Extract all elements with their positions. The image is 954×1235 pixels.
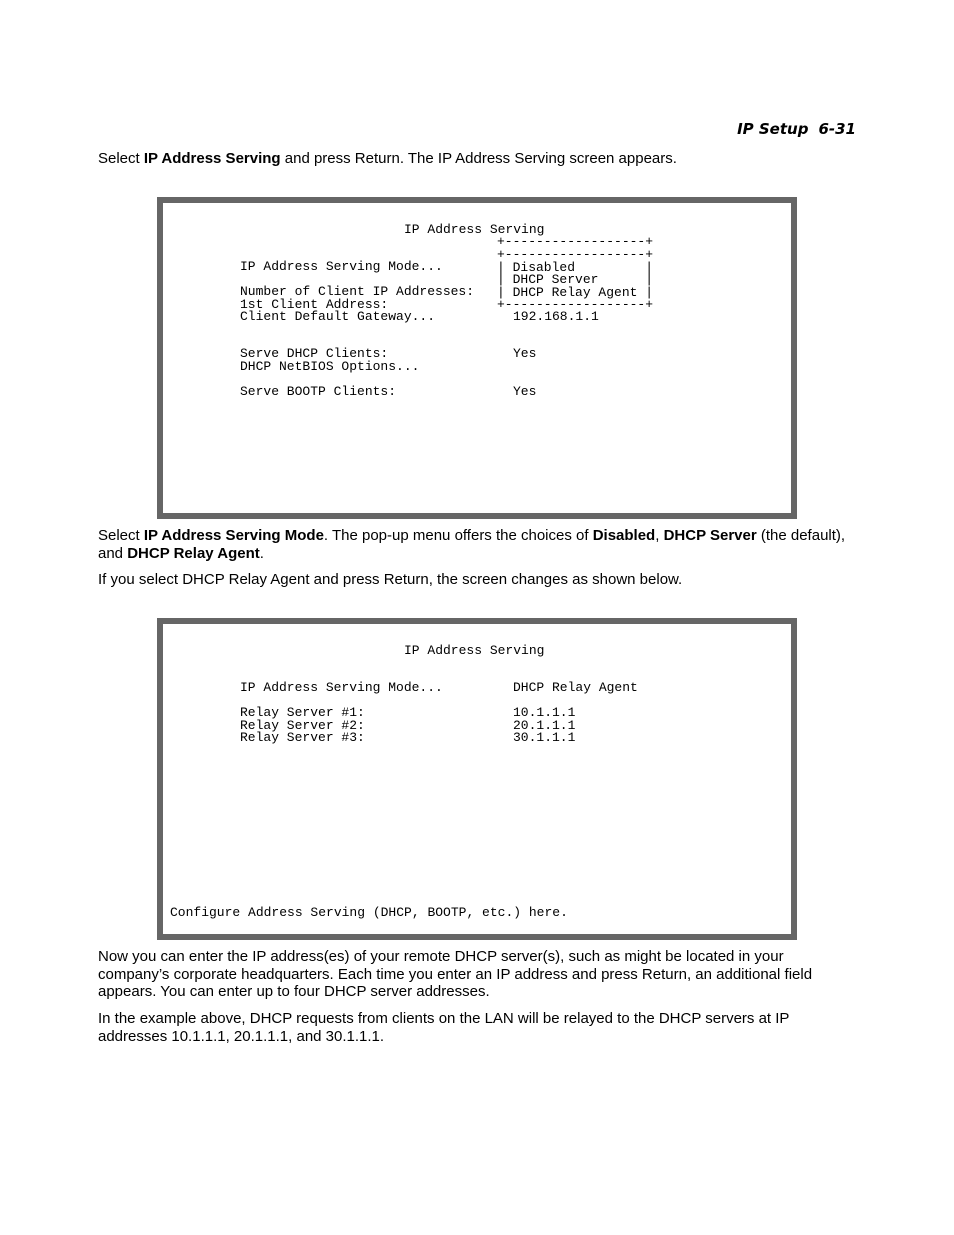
bootp-label: Serve BOOTP Clients: [240, 384, 397, 399]
serving-mode-popup-menu[interactable]: +------------------+ | Disabled | | DHCP Server | | DHCP Relay Agent | +------------------+ [497, 247, 654, 312]
running-header [737, 120, 856, 138]
screen-title: IP Address Serving [404, 643, 545, 658]
intro-bold: IP Address Serving [143, 150, 281, 167]
relay-paragraph: If you select DHCP Relay Agent and press Return, the screen changes as shown below. [98, 571, 683, 588]
mode-text-3: , [655, 527, 664, 544]
mode-paragraph [98, 527, 858, 562]
mode-text-4: (the default), and [98, 527, 846, 562]
relay-server-labels: Relay Server #1: Relay Server #2: Relay Server #3: [240, 705, 365, 745]
mode-label: IP Address Serving Mode... [240, 680, 443, 695]
mode-bold-2: Disabled [592, 527, 656, 544]
page-number: 6-31 [818, 120, 856, 138]
mode-bold-1: IP Address Serving Mode [143, 527, 324, 544]
section-title: IP Setup [737, 120, 809, 138]
serve-dhcp-value[interactable]: Yes [513, 346, 537, 361]
intro-text-2: and press Return. The IP Address Serving screen appears. [280, 150, 677, 167]
mode-bold-4: DHCP Relay Agent [127, 544, 260, 562]
gateway-value[interactable]: 192.168.1.1 [513, 309, 599, 324]
mode-text-5: . [259, 544, 264, 562]
terminal-screen-relay [157, 618, 797, 940]
mode-bold-3: DHCP Server [663, 527, 757, 544]
screen-title: IP Address Serving [404, 222, 545, 237]
status-line: Configure Address Serving (DHCP, BOOTP, etc.) here. [170, 905, 568, 920]
serve-bootp-value[interactable]: Yes [513, 384, 537, 399]
mode-value[interactable]: DHCP Relay Agent [513, 680, 638, 695]
relay-server-values[interactable]: 10.1.1.1 20.1.1.1 30.1.1.1 [513, 705, 576, 745]
intro-text-1: Select [98, 150, 144, 167]
example-paragraph: In the example above, DHCP requests from clients on the LAN will be relayed to the DHCP servers at IP addresses 10.1.1.1, 20.1.1.1, and 30.1.1.1. [98, 1010, 790, 1045]
dhcp-labels: Serve DHCP Clients: DHCP NetBIOS Options... [240, 346, 420, 374]
mode-text-2: . The pop-up menu offers the choices of [323, 527, 593, 544]
enter-paragraph: Now you can enter the IP address(es) of your remote DHCP server(s), such as might be located in your company’s corporate headquarters. Each time you enter an IP address and press Return, an additional field appears. You can enter up to four DHCP server addresses. [98, 948, 813, 1000]
terminal-screen-popup [157, 197, 797, 519]
popup-top-border: +------------------+ [497, 234, 654, 249]
mode-text-1: Select [98, 527, 144, 544]
field-labels: IP Address Serving Mode... Number of Client IP Addresses: 1st Client Address: Client Default Gateway... [240, 259, 475, 324]
intro-paragraph [98, 150, 858, 168]
